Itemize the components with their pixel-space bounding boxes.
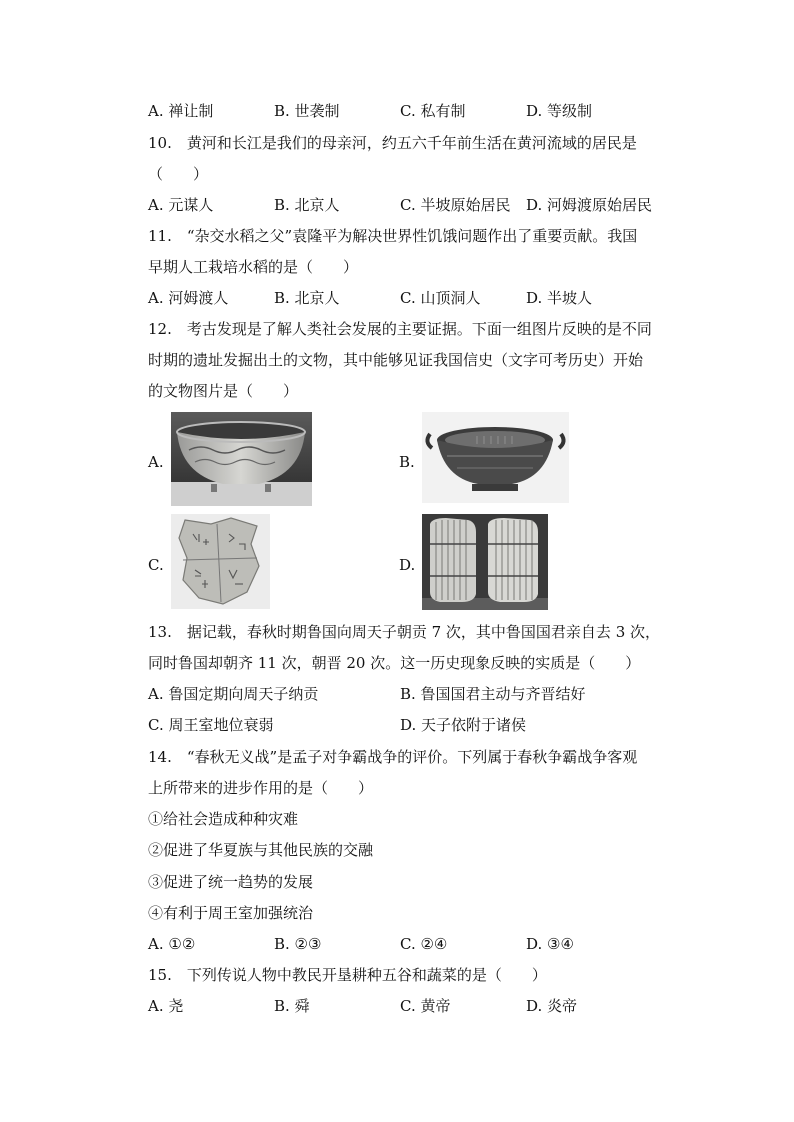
- q13-option-d[interactable]: D. 天子依附于诸侯: [400, 716, 527, 734]
- q14-option-c[interactable]: C. ②④: [400, 935, 448, 953]
- q11-stem-line2: 早期人工栽培水稻的是（ ）: [148, 258, 359, 276]
- q15-option-c[interactable]: C. 黄帝: [400, 997, 451, 1015]
- q10-option-d[interactable]: D. 河姆渡原始居民: [526, 196, 653, 214]
- q10-stem-line2: （ ）: [148, 165, 209, 183]
- q10-option-b[interactable]: B. 北京人: [274, 196, 340, 214]
- q14-option-b[interactable]: B. ②③: [274, 935, 322, 953]
- q15-option-d[interactable]: D. 炎帝: [526, 997, 578, 1015]
- q13-stem-line2: 同时鲁国却朝齐 11 次，朝晋 20 次。这一历史现象反映的实质是（ ）: [148, 654, 641, 672]
- q13-option-a[interactable]: A. 鲁国定期向周天子纳贡: [148, 685, 319, 703]
- q12-image-d-label[interactable]: D.: [399, 556, 416, 574]
- q15-option-b[interactable]: B. 舜: [274, 997, 310, 1015]
- q11-option-a[interactable]: A. 河姆渡人: [148, 289, 229, 307]
- q12-stem-line1: 12. 考古发现是了解人类社会发展的主要证据。下面一组图片反映的是不同: [148, 320, 652, 338]
- bamboo-slips-image: [422, 514, 548, 610]
- q14-stem-line1: 14. “春秋无义战”是孟子对争霸战争的评价。下列属于春秋争霸战争客观: [148, 748, 638, 766]
- q15-stem-line1: 15. 下列传说人物中教民开垦耕种五谷和蔬菜的是（ ）: [148, 966, 547, 984]
- q14-stem-line2: 上所带来的进步作用的是（ ）: [148, 779, 374, 797]
- q9-option-d[interactable]: D. 等级制: [526, 102, 593, 120]
- q10-option-c[interactable]: C. 半坡原始居民: [400, 196, 511, 214]
- q11-option-d[interactable]: D. 半坡人: [526, 289, 593, 307]
- q13-option-c[interactable]: C. 周王室地位衰弱: [148, 716, 274, 734]
- q11-option-c[interactable]: C. 山顶洞人: [400, 289, 481, 307]
- pottery-bowl-image: [171, 412, 312, 506]
- oracle-bone-image: [171, 514, 270, 609]
- q12-stem-line2: 时期的遗址发掘出土的文物，其中能够见证我国信史（文字可考历史）开始: [148, 351, 644, 369]
- q14-item-2: ②促进了华夏族与其他民族的交融: [148, 841, 374, 859]
- q9-option-a[interactable]: A. 禅让制: [148, 102, 214, 120]
- q13-stem-line1: 13. 据记载，春秋时期鲁国向周天子朝贡 7 次，其中鲁国国君亲自去 3 次，: [148, 623, 661, 641]
- q14-option-a[interactable]: A. ①②: [148, 935, 196, 953]
- q12-image-b-label[interactable]: B.: [399, 453, 415, 471]
- q9-option-b[interactable]: B. 世袭制: [274, 102, 340, 120]
- bronze-basin-image: [422, 412, 569, 503]
- q14-option-d[interactable]: D. ③④: [526, 935, 574, 953]
- q14-item-4: ④有利于周王室加强统治: [148, 904, 314, 922]
- q14-item-3: ③促进了统一趋势的发展: [148, 873, 314, 891]
- q11-option-b[interactable]: B. 北京人: [274, 289, 340, 307]
- q12-stem-line3: 的文物图片是（ ）: [148, 382, 299, 400]
- q14-item-1: ①给社会造成种种灾难: [148, 810, 299, 828]
- q12-image-a-label[interactable]: A.: [148, 453, 164, 471]
- q10-stem-line1: 10. 黄河和长江是我们的母亲河，约五六千年前生活在黄河流域的居民是: [148, 134, 637, 152]
- q11-stem-line1: 11. “杂交水稻之父”袁隆平为解决世界性饥饿问题作出了重要贡献。我国: [148, 227, 638, 245]
- q15-option-a[interactable]: A. 尧: [148, 997, 184, 1015]
- q9-option-c[interactable]: C. 私有制: [400, 102, 466, 120]
- q12-image-c-label[interactable]: C.: [148, 556, 164, 574]
- q10-option-a[interactable]: A. 元谋人: [148, 196, 214, 214]
- q13-option-b[interactable]: B. 鲁国国君主动与齐晋结好: [400, 685, 586, 703]
